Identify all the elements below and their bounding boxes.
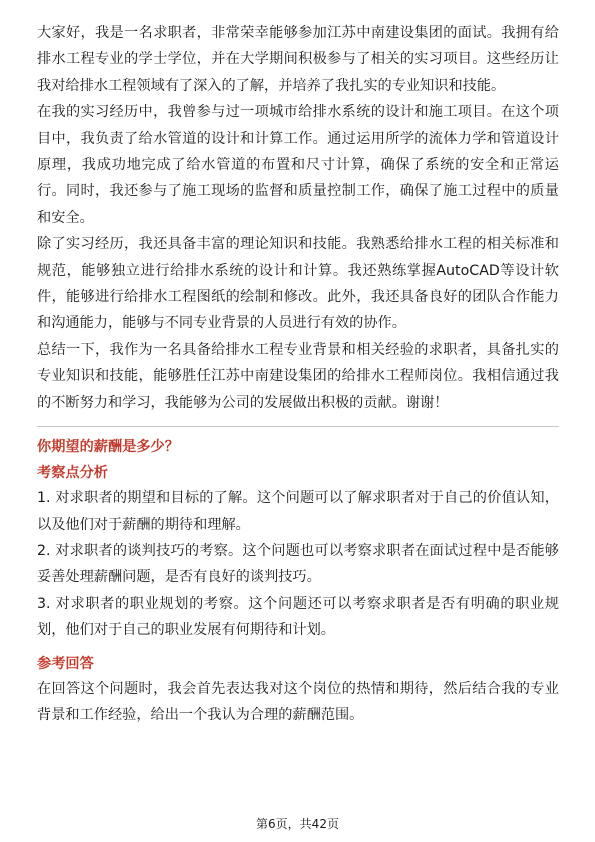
intro-paragraph: 除了实习经历，我还具备丰富的理论知识和技能。我熟悉给排水工程的相关标准和规范，能够独立进行给排水系统的设计和计算。我还熟练掌握AutoCAD等设计软件，能够进行给排水工程图纸的绘制和修改。此外，我还具备良好的团队合作能力和沟通能力，能够与不同专业背景的人员进行有效的协作。 [37, 236, 559, 332]
analysis-item: 2. 对求职者的谈判技巧的考察。这个问题也可以考察求职者在面试过程中是否能够妥善处理薪酬问题，是否有良好的谈判技巧。 [37, 542, 559, 586]
intro-paragraph: 在我的实习经历中，我曾参与过一项城市给排水系统的设计和施工项目。在这个项目中，我负责了给水管道的设计和计算工作。通过运用所学的流体力学和管道设计原理，我成功地完成了给水管道的布置和尺寸计算，确保了系统的安全和正常运行。同时，我还参与了施工现场的监督和质量控制工作，确保了施工过程中的质量和安全。 [37, 104, 559, 226]
section-divider [37, 426, 559, 427]
question-heading: 你期望的薪酬是多少？ [37, 439, 179, 456]
analysis-item: 3. 对求职者的职业规划的考察。这个问题还可以考察求职者是否有明确的职业规划，他们对于自己的职业发展有何期待和计划。 [37, 595, 559, 639]
analysis-item: 1. 对求职者的期望和目标的了解。这个问题可以了解求职者对于自己的价值认知，以及他们对于薪酬的期待和理解。 [37, 490, 559, 533]
intro-paragraph: 总结一下，我作为一名具备给排水工程专业背景和相关经验的求职者，具备扎实的专业知识和技能，能够胜任江苏中南建设集团的给排水工程师岗位。我相信通过我的不断努力和学习，我能够为公司的发展做出积极的贡献。谢谢！ [37, 341, 559, 411]
document-body [37, 20, 559, 728]
answer-title: 参考回答 [37, 655, 94, 672]
answer-text: 在回答这个问题时，我会首先表达我对这个岗位的热情和期待，然后结合我的专业背景和工作经验，给出一个我认为合理的薪酬范围。 [37, 680, 559, 723]
analysis-title: 考察点分析 [37, 465, 108, 482]
page-number: 第6页，共42页 [256, 817, 339, 831]
intro-paragraph: 大家好，我是一名求职者，非常荣幸能够参加江苏中南建设集团的面试。我拥有给排水工程专业的学士学位，并在大学期间积极参与了相关的实习项目。这些经历让我对给排水工程领域有了深入的了解，并培养了我扎实的专业知识和技能。 [37, 25, 559, 94]
